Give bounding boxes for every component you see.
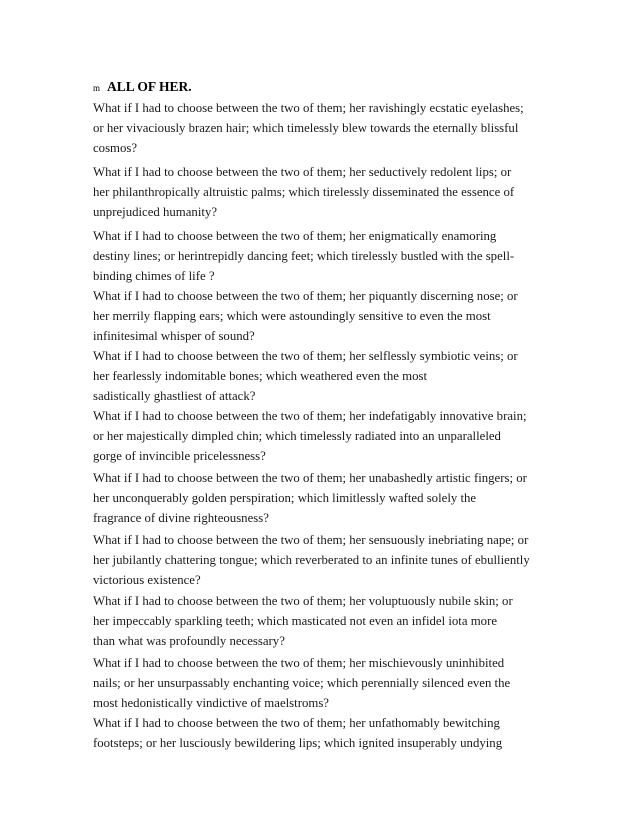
stanza-line: or her vivaciously brazen hair; which timelessly blew towards the eternally blissful (93, 121, 519, 135)
stanza-line: binding chimes of life ? (93, 269, 215, 283)
stanza-line: What if I had to choose between the two of them; her sensuously inebriating nape; or (93, 533, 529, 547)
stanza (93, 653, 553, 713)
stanza-line: her merrily flapping ears; which were astoundingly sensitive to even the most (93, 309, 491, 323)
stanza-line: her philanthropically altruistic palms; which tirelessly disseminated the essence of (93, 185, 515, 199)
stanza (93, 98, 553, 158)
stanza-line: infinitesimal whisper of sound? (93, 329, 255, 343)
stanza-line: What if I had to choose between the two of them; her unabashedly artistic fingers; or (93, 471, 527, 485)
stanza-line: or her majestically dimpled chin; which timelessly radiated into an unparalleled (93, 429, 501, 443)
stanza-line: destiny lines; or herintrepidly dancing feet; which tirelessly bustled with the spell- (93, 249, 515, 263)
stanza-line: What if I had to choose between the two of them; her voluptuously nubile skin; or (93, 594, 513, 608)
stanza (93, 591, 553, 651)
stanza-line: gorge of invincible pricelessness? (93, 449, 266, 463)
stanza-line: What if I had to choose between the two of them; her mischievously uninhibited (93, 656, 505, 670)
stanza-line: What if I had to choose between the two of them; her enigmatically enamoring (93, 229, 497, 243)
stanza-line: her impeccably sparkling teeth; which masticated not even an infidel iota more (93, 614, 498, 628)
stanza-line: What if I had to choose between the two of them; her piquantly discerning nose; or (93, 289, 518, 303)
stanza (93, 530, 553, 590)
stanza-line: What if I had to choose between the two of them; her unfathomably bewitching (93, 716, 500, 730)
stanza-line: footsteps; or her lusciously bewildering lips; which ignited insuperably undying (93, 736, 503, 750)
stanza-line: What if I had to choose between the two of them; her ravishingly ecstatic eyelashes; (93, 101, 524, 115)
title-marker: m (93, 83, 101, 93)
stanza-line: What if I had to choose between the two of them; her indefatigably innovative brain; (93, 409, 527, 423)
stanza-line: nails; or her unsurpassably enchanting voice; which perennially silenced even the (93, 676, 511, 690)
stanza (93, 162, 553, 222)
stanza (93, 713, 553, 753)
stanza-line: her unconquerably golden perspiration; which limitlessly wafted solely the (93, 491, 477, 505)
stanza (93, 468, 553, 528)
stanza (93, 346, 553, 406)
stanza-line: What if I had to choose between the two of them; her seductively redolent lips; or (93, 165, 512, 179)
stanza-line: sadistically ghastliest of attack? (93, 389, 256, 403)
stanza-line: her jubilantly chattering tongue; which reverberated to an infinite tunes of ebulliently (93, 553, 530, 567)
stanza (93, 226, 553, 286)
poem-title: ALL OF HER. (107, 79, 192, 94)
title-row (93, 78, 192, 96)
stanza-line: cosmos? (93, 141, 138, 155)
stanza-line: than what was profoundly necessary? (93, 634, 285, 648)
stanza-line: her fearlessly indomitable bones; which weathered even the most (93, 369, 428, 383)
stanza-line: fragrance of divine righteousness? (93, 511, 269, 525)
stanza-line: unprejudiced humanity? (93, 205, 218, 219)
stanza-line: What if I had to choose between the two of them; her selflessly symbiotic veins; or (93, 349, 518, 363)
stanza (93, 286, 553, 346)
stanza (93, 406, 553, 466)
stanza-line: victorious existence? (93, 573, 201, 587)
stanza-line: most hedonistically vindictive of maelstroms? (93, 696, 329, 710)
